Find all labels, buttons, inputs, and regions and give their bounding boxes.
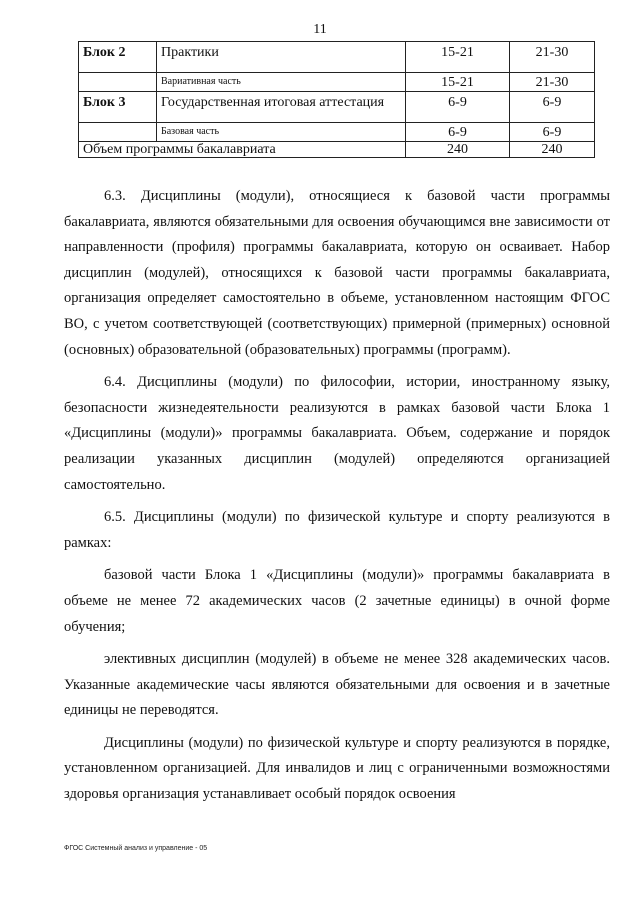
value-cell: 6-9 xyxy=(510,123,595,142)
value-cell: 15-21 xyxy=(406,73,510,92)
name-cell: Государственная итоговая аттестация xyxy=(157,92,406,123)
credits-table xyxy=(78,41,595,158)
table-total-row xyxy=(79,142,595,158)
block-cell xyxy=(79,73,157,92)
page-number: 11 xyxy=(313,22,327,37)
paragraph-procedure: Дисциплины (модули) по физической культуре и спорту реализуются в порядке, установленном организацией. Для инвалидов и лиц с ограниченными возможностями здоровья организация устанавливает особый порядок освоения xyxy=(64,734,610,803)
block-cell: Блок 2 xyxy=(79,42,157,73)
name-cell: Практики xyxy=(157,42,406,73)
paragraph-electives: элективных дисциплин (модулей) в объеме не менее 328 академических часов. Указанные академические часы являются обязательными для освоения и в зачетные единицы не переводятся. xyxy=(64,651,610,719)
name-cell: Базовая часть xyxy=(157,123,406,142)
total-value-cell: 240 xyxy=(406,142,510,158)
name-cell: Вариативная часть xyxy=(157,73,406,92)
paragraph-6-5: 6.5. Дисциплины (модули) по физической культуре и спорту реализуются в рамках: xyxy=(64,509,610,551)
value-cell: 21-30 xyxy=(510,42,595,73)
block-cell: Блок 3 xyxy=(79,92,157,123)
body-text xyxy=(64,184,610,808)
table-row xyxy=(79,123,595,142)
block-cell xyxy=(79,123,157,142)
value-cell: 6-9 xyxy=(510,92,595,123)
value-cell: 21-30 xyxy=(510,73,595,92)
footer-text: ФГОС Системный анализ и управление - 05 xyxy=(64,845,208,852)
total-value-cell: 240 xyxy=(510,142,595,158)
paragraph-6-3: 6.3. Дисциплины (модули), относящиеся к базовой части программы бакалавриата, являются обязательными для освоения обучающимся вне зависимости от направленности (профиля) программы бакалавриата, которую он осваивает. Набор дисциплин (модулей), относящихся к базовой части программы бакалавриата, организация определяет самостоятельно в объеме, установленном настоящим ФГОС ВО, с учетом соответствующей (соответствующих) примерной (примерных) основной (основных) образовательной (образовательных) программы (программ). xyxy=(64,188,610,358)
paragraph-6-4: 6.4. Дисциплины (модули) по философии, истории, иностранному языку, безопасности жизнедеятельности реализуются в рамках базовой части Блока 1 «Дисциплины (модули)» программы бакалавриата. Объем, содержание и порядок реализации указанных дисциплин (модулей) определяются организацией самостоятельно. xyxy=(64,374,610,493)
table-row xyxy=(79,92,595,123)
value-cell: 6-9 xyxy=(406,92,510,123)
value-cell: 6-9 xyxy=(406,123,510,142)
table-row xyxy=(79,73,595,92)
value-cell: 15-21 xyxy=(406,42,510,73)
table-row xyxy=(79,42,595,73)
total-label-cell: Объем программы бакалавриата xyxy=(79,142,406,158)
paragraph-basic-part: базовой части Блока 1 «Дисциплины (модули)» программы бакалавриата в объеме не менее 72 академических часов (2 зачетные единицы) в очной форме обучения; xyxy=(64,567,610,635)
